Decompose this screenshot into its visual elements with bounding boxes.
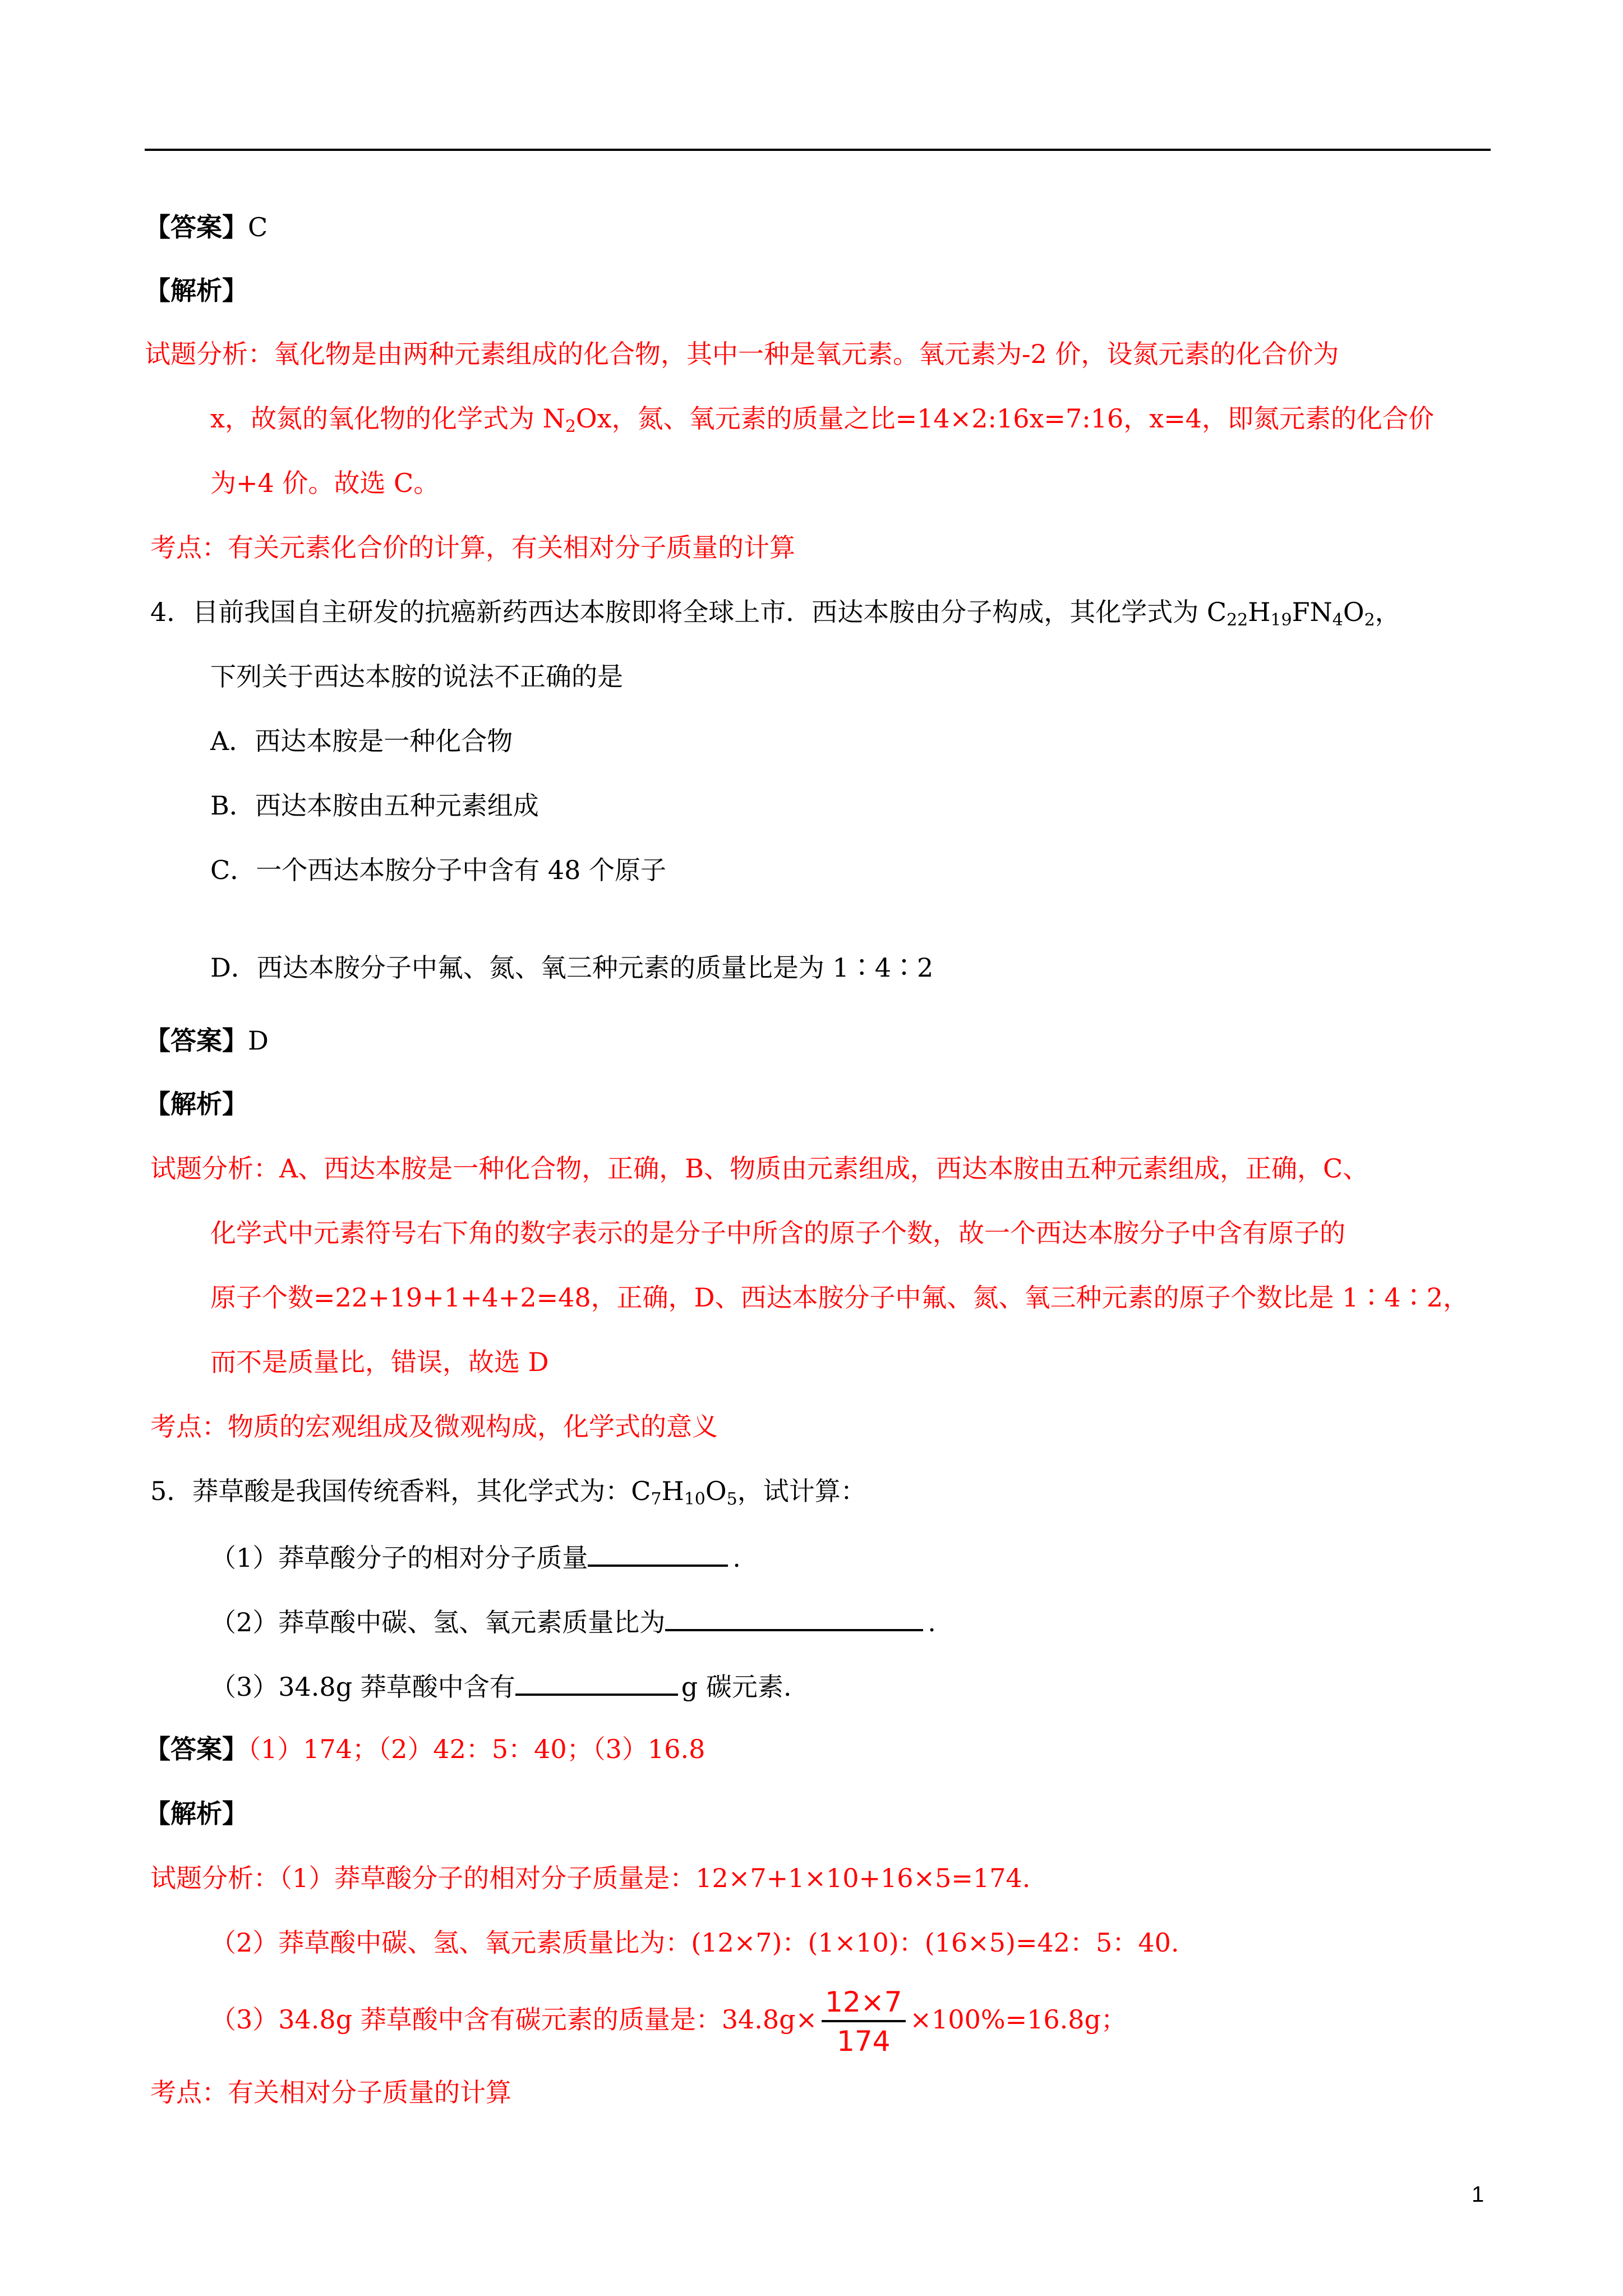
q5-stem [150,1474,866,1508]
analysis-prefix: 试题分析： [145,339,274,369]
formula-part: C [1206,597,1227,627]
q4-analysis-line-1: 试题分析：A、西达本胺是一种化合物，正确，B、物质由元素组成，西达本胺由五种元素组成，正确，C、 [150,1153,1369,1184]
question-text: （1）莽草酸分子的相对分子质量 [210,1543,588,1573]
subscript: 22 [1227,610,1248,630]
analysis-text: 氧化物是由两种元素组成的化合物，其中一种是氧元素。氧元素为-2 价，设氮元素的化合价为 [274,339,1339,369]
fraction-numerator: 12×7 [822,1985,905,2022]
question-text: 5．莽草酸是我国传统香料，其化学式为：C [150,1476,651,1506]
fraction-denominator: 174 [837,2025,891,2058]
q4-kaodian: 考点：物质的宏观组成及微观构成，化学式的意义 [150,1411,718,1442]
answer-value: D [248,1025,269,1056]
answer-blank[interactable] [515,1668,678,1696]
q5-sub-question-1 [210,1539,741,1575]
q4-option-c: C．一个西达本胺分子中含有 48 个原子 [210,855,666,885]
subscript: 5 [726,1489,737,1509]
subscript: 2 [565,417,576,436]
answer-blank[interactable] [665,1603,923,1631]
analysis-text: Ox，氮、氧元素的质量之比=14×2:16x=7:16，x=4，即氮元素的化合价 [575,403,1435,434]
subscript: 10 [684,1489,706,1509]
question-text: . [928,1607,936,1637]
q4-option-b: B．西达本胺由五种元素组成 [210,790,539,821]
q3-answer [145,210,268,244]
answer-tag: 【答案】 [145,1734,248,1764]
fraction [822,1985,905,2058]
q4-analysis-line-4: 而不是质量比，错误，故选 D [210,1347,549,1377]
answer-value: （1）174；（2）42：5：40；（3）16.8 [248,1734,706,1764]
q3-analysis-line-1 [145,337,1339,371]
formula-part: O [1343,597,1364,627]
q4-option-a: A．西达本胺是一种化合物 [210,726,513,756]
analysis-text: x，故氮的氧化物的化学式为 N [210,403,565,434]
q3-jiexi-heading: 【解析】 [145,275,248,306]
formula-part: FN [1292,597,1332,627]
question-text: （3）34.8g 莽草酸中含有 [210,1672,515,1702]
question-text: ，试计算： [737,1476,866,1506]
q3-kaodian: 考点：有关元素化合价的计算，有关相对分子质量的计算 [150,532,795,563]
q4-jiexi-heading: 【解析】 [145,1089,248,1119]
subscript: 4 [1332,610,1343,630]
q5-jiexi-heading: 【解析】 [145,1798,248,1829]
chemical-formula [1206,597,1401,630]
q3-analysis-line-3: 为+4 价。故选 C。 [210,468,440,498]
question-text: . [732,1543,741,1573]
q4-analysis-line-3: 原子个数=22+19+1+4+2=48，正确，D、西达本胺分子中氟、氮、氧三种元素的原子个数比是 1∶4∶2， [210,1282,1469,1313]
question-text: （2）莽草酸中碳、氢、氧元素质量比为 [210,1607,666,1637]
answer-value: C [248,212,268,242]
q3-analysis-line-2 [210,402,1434,435]
q4-answer [145,1024,269,1057]
formula-part: H [661,1476,684,1506]
q5-analysis-line-1: 试题分析：（1）莽草酸分子的相对分子质量是：12×7+1×10+16×5=174. [150,1863,1031,1893]
formula-part: ， [1375,597,1401,627]
page-number: 1 [1472,2182,1484,2207]
q5-kaodian: 考点：有关相对分子质量的计算 [150,2077,511,2108]
q5-analysis-line-2: （2）莽草酸中碳、氢、氧元素质量比为：(12×7)：(1×10)：(16×5)=42：5：40. [210,1927,1179,1958]
subscript: 2 [1364,610,1375,630]
q4-option-d: D．西达本胺分子中氟、氮、氧三种元素的质量比是为 1∶4∶2 [210,953,934,983]
subscript: 19 [1270,610,1292,630]
header-rule [145,149,1491,151]
formula-part: O [705,1476,727,1506]
q5-sub-question-2 [210,1603,936,1639]
q4-stem-line-2: 下列关于西达本胺的说法不正确的是 [210,661,623,692]
analysis-text: （3）34.8g 莽草酸中含有碳元素的质量是：34.8g× [210,2004,818,2035]
analysis-text: ×100%=16.8g； [910,2004,1127,2035]
q4-analysis-line-2: 化学式中元素符号右下角的数字表示的是分子中所含的原子个数，故一个西达本胺分子中含有原子的 [210,1218,1345,1248]
answer-tag: 【答案】 [145,212,248,242]
q5-analysis-line-3 [210,1980,1127,2059]
subscript: 7 [651,1489,662,1509]
answer-blank[interactable] [588,1539,728,1567]
formula-part: H [1248,597,1271,627]
question-text: g 碳元素. [681,1672,792,1702]
q5-answer [145,1732,705,1766]
question-text: 4．目前我国自主研发的抗癌新药西达本胺即将全球上市．西达本胺由分子构成，其化学式为 [150,597,1207,627]
q5-sub-question-3 [210,1668,791,1704]
answer-tag: 【答案】 [145,1025,248,1056]
q4-stem-line-1 [150,595,1401,629]
